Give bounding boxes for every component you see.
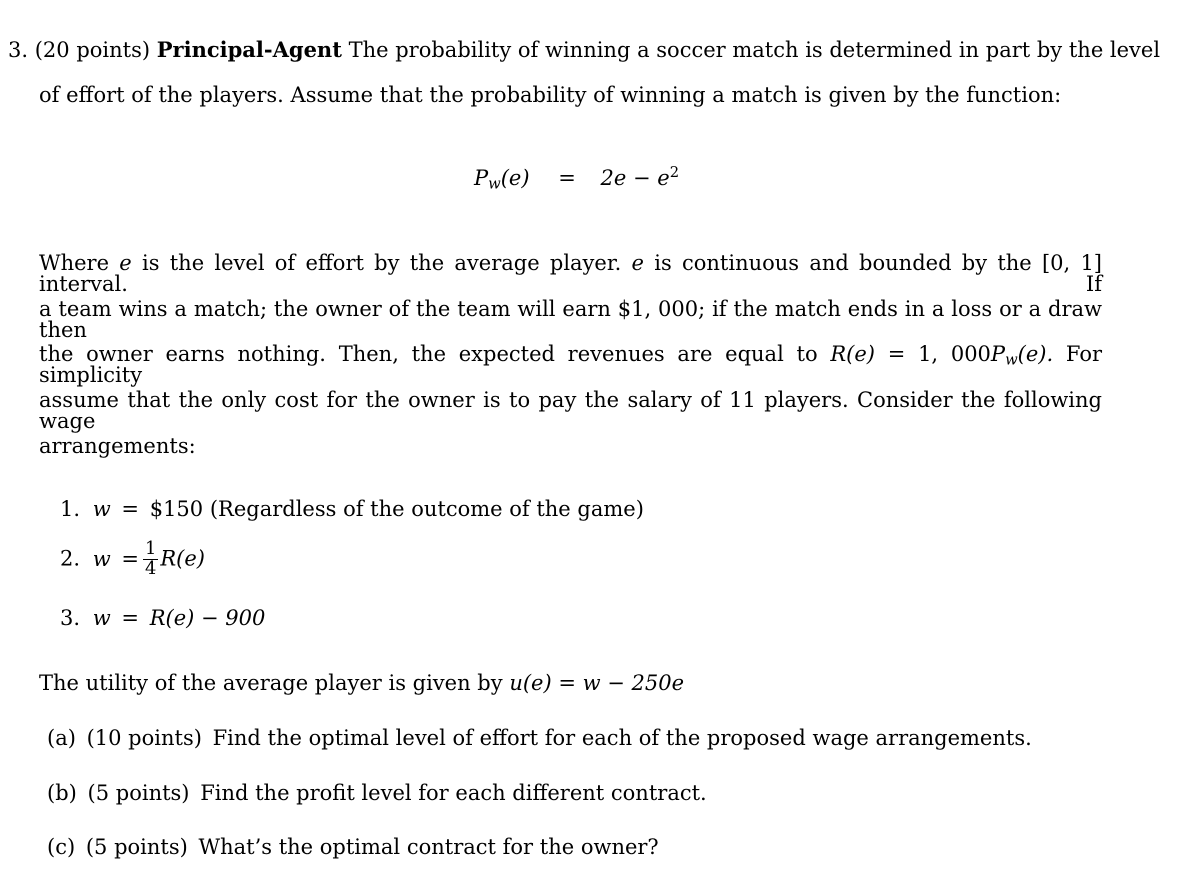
p3-math	[830, 342, 1054, 369]
p3-math-sub: w	[1005, 351, 1018, 369]
wage-2-number: 2.	[60, 546, 81, 571]
wage-2-frac-num: 1	[145, 538, 157, 559]
wage-1-var: w	[92, 497, 111, 521]
wage-3-equals: =	[121, 606, 140, 630]
p5-text: arrangements:	[39, 434, 196, 458]
p3-math-r: R(e)	[830, 342, 875, 366]
part-a	[47, 728, 1032, 749]
part-a-text: Find the optimal level of effort for each of the proposed wage arrangements.	[212, 726, 1032, 750]
p1-var-e: e	[119, 251, 132, 275]
part-c	[47, 837, 659, 858]
p3-math-p: P	[990, 342, 1006, 366]
p1-text-a: Where	[39, 251, 110, 275]
wage-2-frac-den: 4	[145, 557, 157, 579]
wage-1-value: $150 (Regardless of the outcome of the game)	[149, 497, 644, 521]
p1-var-e2: e	[631, 251, 644, 275]
wage-item-3	[60, 608, 265, 629]
part-c-text: What’s the optimal contract for the owner?	[198, 835, 659, 859]
eq-lhs-base: P	[474, 166, 489, 190]
paragraph-line-1	[39, 253, 1102, 295]
eq-rhs: 2e − e	[600, 166, 670, 190]
wage-1-number: 1.	[60, 497, 81, 521]
wage-3-number: 3.	[60, 606, 81, 630]
display-equation	[474, 163, 680, 193]
utility-text: The utility of the average player is given by	[39, 671, 503, 695]
eq-rhs-sup: 2	[669, 163, 680, 181]
part-b-text: Find the profit level for each different contract.	[200, 781, 707, 805]
problem-intro-2: of effort of the players. Assume that the probability of winning a match is given by the function:	[39, 83, 1062, 107]
part-a-label: (a)	[47, 726, 76, 750]
p4-text: assume that the only cost for the owner is to pay the salary of 11 players. Consider the following wage	[39, 388, 1102, 433]
utility-math: u(e) = w − 250e	[509, 671, 685, 695]
p3-math-eq: = 1, 000	[887, 342, 991, 366]
p1-text-b: is the level of effort by the average player.	[141, 251, 622, 275]
eq-lhs-sub: w	[488, 175, 501, 193]
paragraph-line-5	[39, 436, 196, 457]
paragraph-line-4	[39, 390, 1102, 432]
wage-2-equals: =	[121, 546, 140, 571]
utility-line	[39, 673, 684, 694]
eq-equals: =	[558, 166, 576, 190]
problem-points: (20 points)	[34, 38, 151, 62]
wage-2-fraction	[143, 540, 158, 578]
p3-text-b: For simplicity	[39, 342, 1102, 387]
wage-2-var: w	[92, 546, 111, 571]
part-b-label: (b)	[47, 781, 77, 805]
wage-2-value: R(e)	[160, 546, 205, 571]
part-c-points: (5 points)	[85, 835, 188, 859]
problem-title: Principal-Agent	[156, 37, 342, 62]
wage-3-var: w	[92, 606, 111, 630]
paragraph-line-2	[39, 299, 1102, 341]
part-b	[47, 783, 707, 804]
wage-3-value: R(e) − 900	[149, 606, 266, 630]
p1-text-c: is continuous and bounded by the [0, 1] interval. If	[39, 251, 1103, 296]
p3-text-a: the owner earns nothing. Then, the expected revenues are equal to	[39, 342, 818, 366]
problem-intro-1: The probability of winning a soccer match is determined in part by the level	[348, 38, 1161, 62]
wage-1-equals: =	[121, 497, 140, 521]
problem-intro-line-2	[39, 85, 1061, 106]
paragraph-line-3	[39, 344, 1102, 386]
part-b-points: (5 points)	[87, 781, 190, 805]
p2-text: a team wins a match; the owner of the team will earn $1, 000; if the match ends in a loss or a draw then	[39, 297, 1102, 342]
wage-item-2	[60, 540, 205, 578]
eq-lhs-arg: (e)	[500, 166, 530, 190]
part-a-points: (10 points)	[86, 726, 202, 750]
problem-number: 3.	[8, 38, 29, 62]
part-c-label: (c)	[47, 835, 76, 859]
problem-heading-line	[8, 39, 1160, 61]
p3-math-arg: (e).	[1017, 342, 1054, 366]
wage-item-1	[60, 499, 644, 520]
